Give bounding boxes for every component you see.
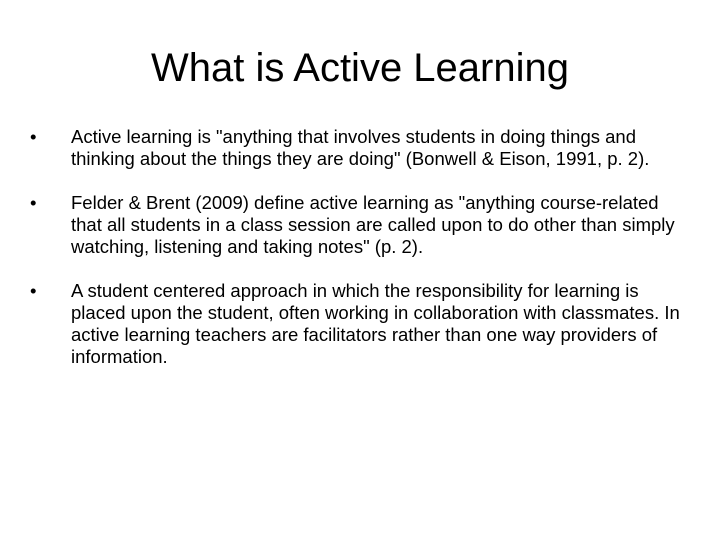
bullet-item (30, 280, 680, 368)
bullet-icon: • (30, 126, 37, 147)
bullet-text: Active learning is "anything that involves students in doing things and thinking about the things they are doing" (Bonwell & Eison, 1991, p. 2). (71, 126, 650, 169)
bullet-item (30, 192, 680, 258)
bullet-icon: • (30, 192, 37, 213)
bullet-item (30, 126, 680, 170)
bullet-text: Felder & Brent (2009) define active learning as "anything course-related that all students in a class session are called upon to do other than simply watching, listening and taking notes" (p. 2). (71, 192, 675, 257)
bullet-icon: • (30, 280, 37, 301)
slide-title: What is Active Learning (151, 46, 569, 90)
bullet-list (30, 126, 680, 390)
bullet-text: A student centered approach in which the responsibility for learning is placed upon the student, often working in collaboration with classmates. In active learning teachers are facilitators rather than one way providers of information. (71, 280, 680, 367)
